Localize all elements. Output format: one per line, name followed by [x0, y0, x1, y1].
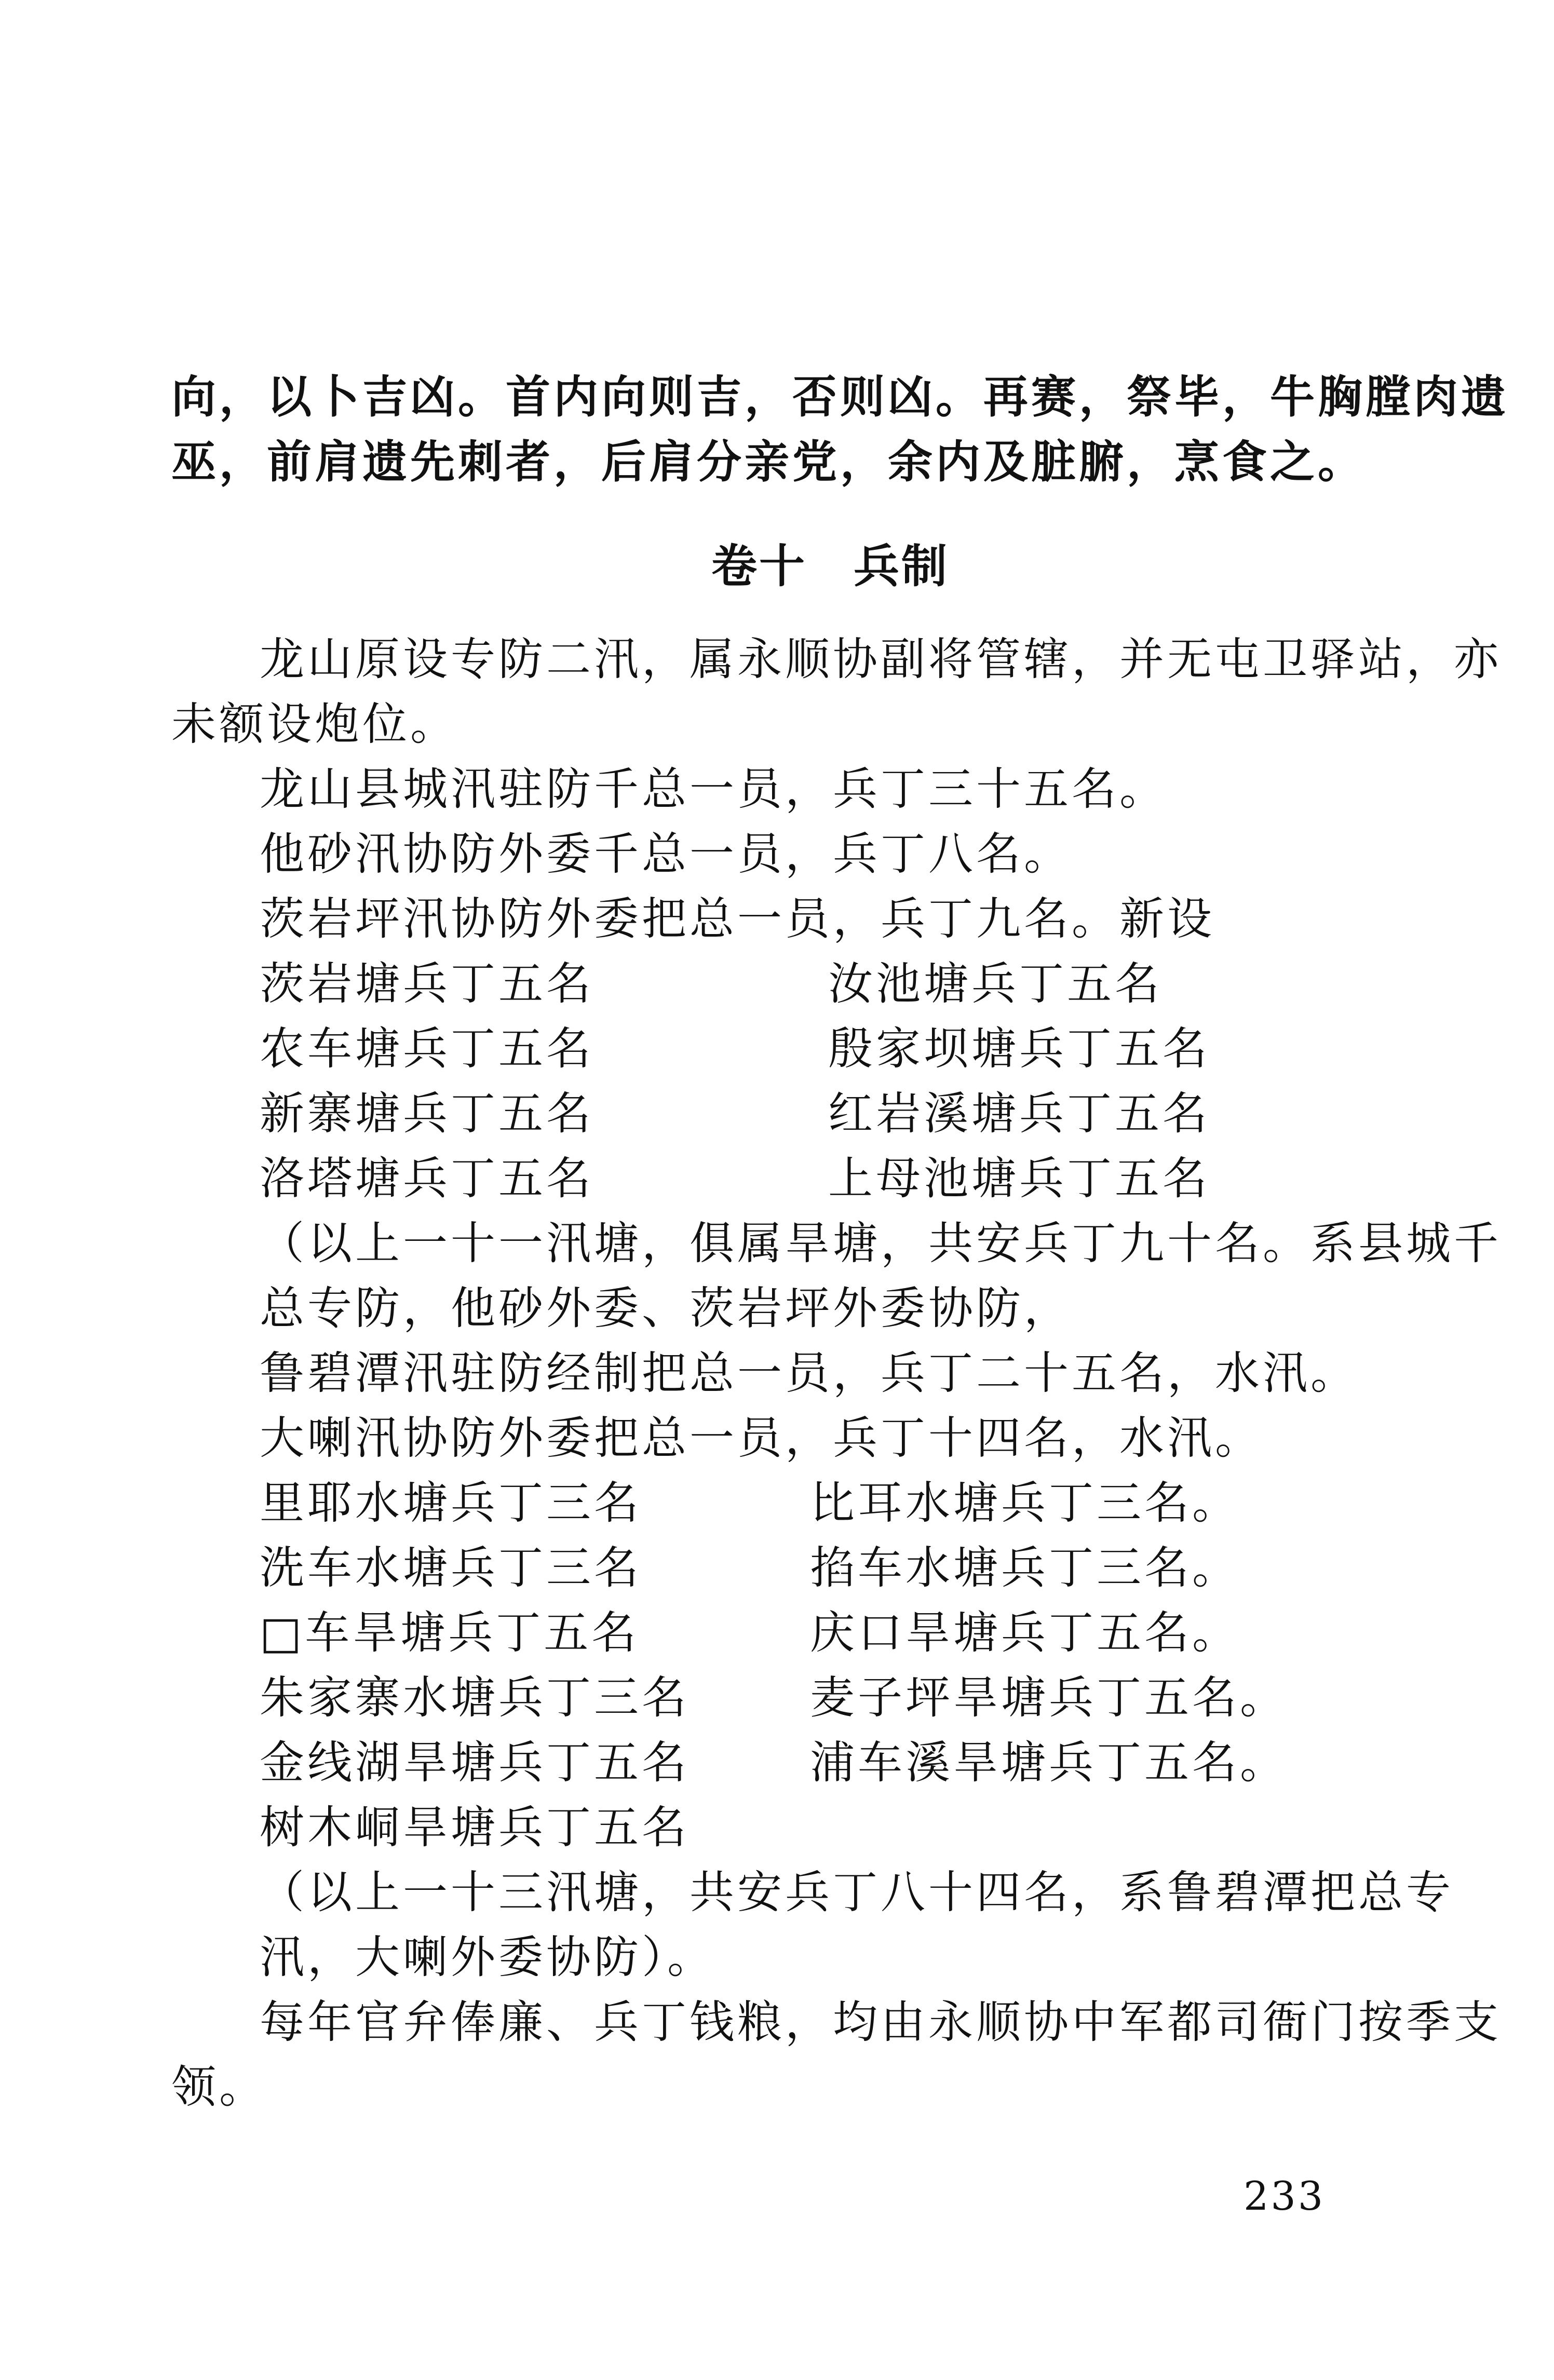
list-item-left: □车旱塘兵丁五名	[260, 1607, 640, 1659]
note-2-line-1: （以上一十三汛塘，共安兵丁八十四名，系鲁碧潭把总专	[260, 1867, 1454, 1918]
list-item-left: 洗车水塘兵丁三名	[260, 1542, 642, 1594]
list-item-left: 洛塔塘兵丁五名	[260, 1153, 594, 1205]
list-item-right: 麦子坪旱塘兵丁五名。	[810, 1672, 1288, 1724]
list-item-left: 里耶水塘兵丁三名	[260, 1477, 642, 1529]
list-item-right: 殷家坝塘兵丁五名	[828, 1023, 1210, 1075]
list-item-left: 朱家寨水塘兵丁三名	[260, 1672, 690, 1724]
para-7-line-2: 领。	[171, 2061, 267, 2113]
para-7-line-1: 每年官弁俸廉、兵丁钱粮，均由永顺协中军都司衙门按季支	[260, 1996, 1502, 2048]
para-6: 大喇汛协防外委把总一员，兵丁十四名，水汛。	[260, 1412, 1263, 1464]
list-item-right: 浦车溪旱塘兵丁五名。	[810, 1737, 1288, 1789]
list-item-right: 比耳水塘兵丁三名。	[810, 1477, 1240, 1529]
intro-line-2: 巫，前肩遗先刺者，后肩分亲党，余内及脏腑，烹食之。	[171, 436, 1366, 488]
list-item-left: 茨岩塘兵丁五名	[260, 958, 594, 1010]
list-item-left: 金线湖旱塘兵丁五名	[260, 1737, 690, 1789]
para-3: 他砂汛协防外委千总一员，兵丁八名。	[260, 828, 1072, 880]
list-item-right: 庆口旱塘兵丁五名。	[810, 1607, 1240, 1659]
section-name: 兵制	[854, 539, 950, 593]
list-item-right: 红岩溪塘兵丁五名	[828, 1088, 1210, 1140]
list-item-right: 汝池塘兵丁五名	[828, 958, 1163, 1010]
note-1-line-2: 总专防，他砂外委、茨岩坪外委协防，	[260, 1282, 1072, 1334]
note-2-line-2: 汛，大喇外委协防）。	[260, 1931, 715, 1983]
note-1-line-1: （以上一十一汛塘，俱属旱塘，共安兵丁九十名。系县城千	[260, 1218, 1502, 1269]
list-item-single: 树木峒旱塘兵丁五名	[260, 1802, 690, 1854]
page-number: 233	[1244, 2173, 1326, 2219]
list-item-right: 上母池塘兵丁五名	[828, 1153, 1210, 1205]
para-1-line-1: 龙山原设专防二汛，属永顺协副将管辖，并无屯卫驿站，亦	[260, 633, 1502, 685]
intro-line-1: 向，以卜吉凶。首内向则吉，否则凶。再赛，祭毕，牛胸膛肉遗	[171, 371, 1509, 423]
list-item-left: 农车塘兵丁五名	[260, 1023, 594, 1075]
section-title	[711, 540, 949, 592]
list-item-right: 掐车水塘兵丁三名。	[810, 1542, 1240, 1594]
para-1-line-2: 未额设炮位。	[171, 698, 458, 750]
para-5: 鲁碧潭汛驻防经制把总一员，兵丁二十五名，水汛。	[260, 1347, 1358, 1399]
para-2: 龙山县城汛驻防千总一员，兵丁三十五名。	[260, 763, 1167, 815]
para-4: 茨岩坪汛协防外委把总一员，兵丁九名。新设	[260, 893, 1215, 945]
section-volume: 卷十	[711, 539, 807, 593]
list-item-left: 新寨塘兵丁五名	[260, 1088, 594, 1140]
